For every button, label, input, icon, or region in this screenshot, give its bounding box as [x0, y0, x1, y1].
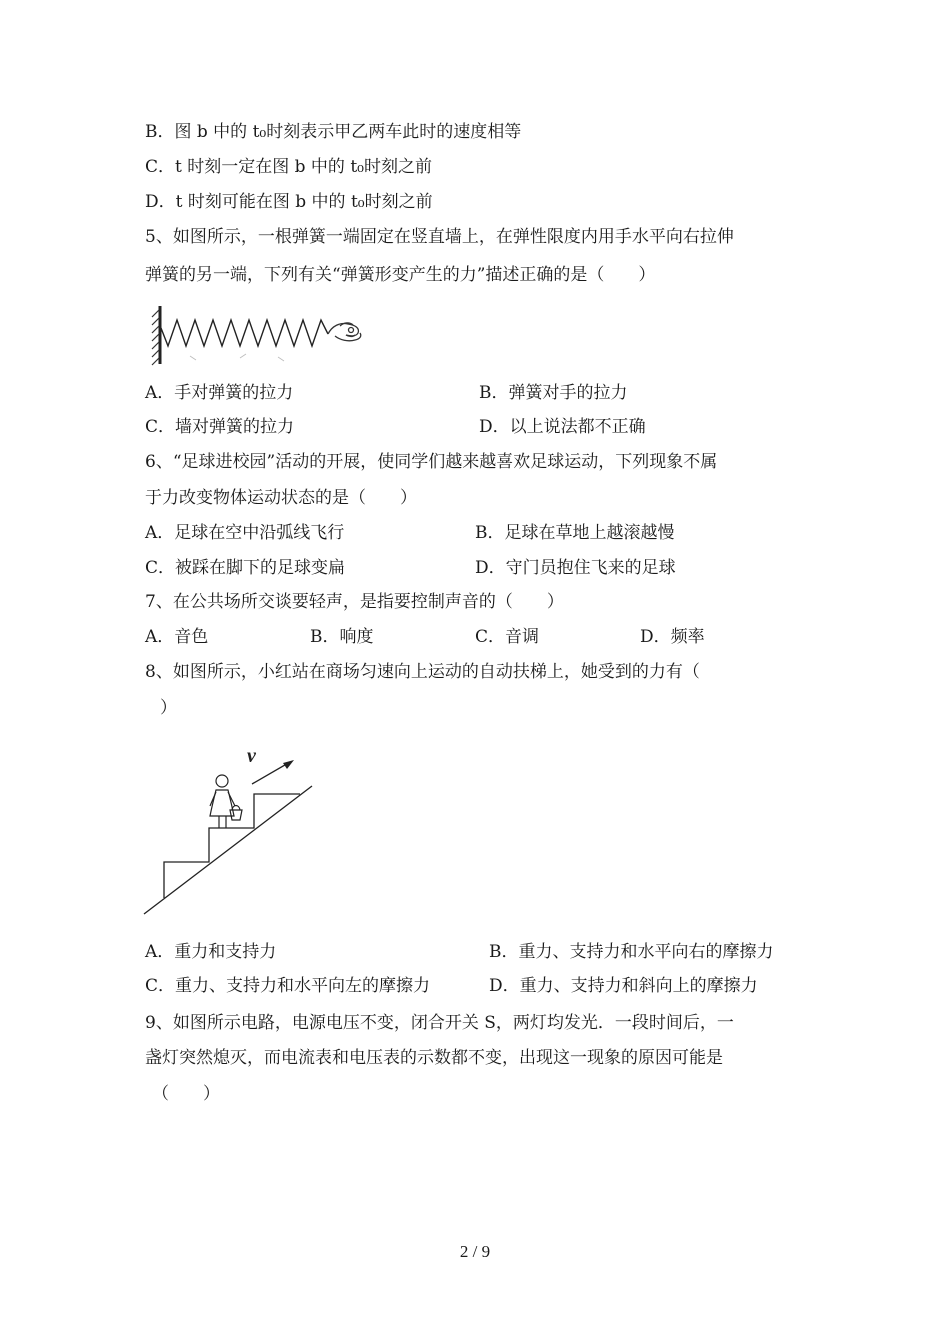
q7-option-a: A．音色 [145, 627, 209, 647]
q6-option-b: B．足球在草地上越滚越慢 [475, 523, 675, 543]
q6-stem-line1: 6、“足球进校园”活动的开展，使同学们越来越喜欢足球运动，下列现象不属 [145, 452, 718, 472]
q9-stem-line1: 9、如图所示电路，电源电压不变，闭合开关 S，两灯均发光．一段时间后，一 [145, 1013, 734, 1033]
q7-option-b: B．响度 [310, 627, 374, 647]
q4-option-d: D．t 时刻可能在图 b 中的 t₀时刻之前 [145, 192, 433, 212]
q5-option-d: D．以上说法都不正确 [479, 417, 646, 437]
q8-stem-line1: 8、如图所示，小红站在商场匀速向上运动的自动扶梯上，她受到的力有（ [145, 662, 700, 682]
q8-option-d: D．重力、支持力和斜向上的摩擦力 [489, 976, 758, 996]
q9-stem-line3: （ ） [152, 1084, 220, 1104]
q6-stem-line2: 于力改变物体运动状态的是（ ） [145, 488, 417, 508]
q4-option-b: B．图 b 中的 t₀时刻表示甲乙两车此时的速度相等 [145, 122, 522, 142]
q8-option-b: B．重力、支持力和水平向右的摩擦力 [489, 942, 774, 962]
page-number: 2 / 9 [459, 1242, 491, 1261]
q6-option-d: D．守门员抱住飞来的足球 [475, 558, 676, 578]
q5-option-c: C．墙对弹簧的拉力 [145, 417, 295, 437]
q8-option-c: C．重力、支持力和水平向左的摩擦力 [145, 976, 431, 996]
velocity-label: v [247, 745, 256, 767]
q5-stem-line1: 5、如图所示，一根弹簧一端固定在竖直墙上，在弹性限度内用手水平向右拉伸 [145, 227, 734, 247]
q7-option-d: D．频率 [640, 627, 705, 647]
q6-option-c: C．被踩在脚下的足球变扁 [145, 558, 346, 578]
q5-stem-line2: 弹簧的另一端，下列有关“弹簧形变产生的力”描述正确的是（ ） [145, 265, 656, 285]
q5-option-b: B．弹簧对手的拉力 [479, 383, 628, 403]
hand-icon [328, 323, 361, 341]
q9-stem-line2: 盏灯突然熄灭，而电流表和电压表的示数都不变，出现这一现象的原因可能是 [145, 1048, 723, 1068]
q7-option-c: C．音调 [475, 627, 540, 647]
spring-wall-figure [150, 300, 375, 370]
q7-stem: 7、在公共场所交谈要轻声，是指要控制声音的（ ） [145, 592, 564, 612]
q5-option-a: A．手对弹簧的拉力 [145, 383, 294, 403]
q6-option-a: A．足球在空中沿弧线飞行 [145, 523, 345, 543]
q8-stem-line2: ） [160, 698, 177, 718]
escalator-figure [140, 740, 320, 920]
q8-option-a: A．重力和支持力 [145, 942, 277, 962]
q4-option-c: C．t 时刻一定在图 b 中的 t₀时刻之前 [145, 157, 432, 177]
person-icon [210, 775, 242, 828]
